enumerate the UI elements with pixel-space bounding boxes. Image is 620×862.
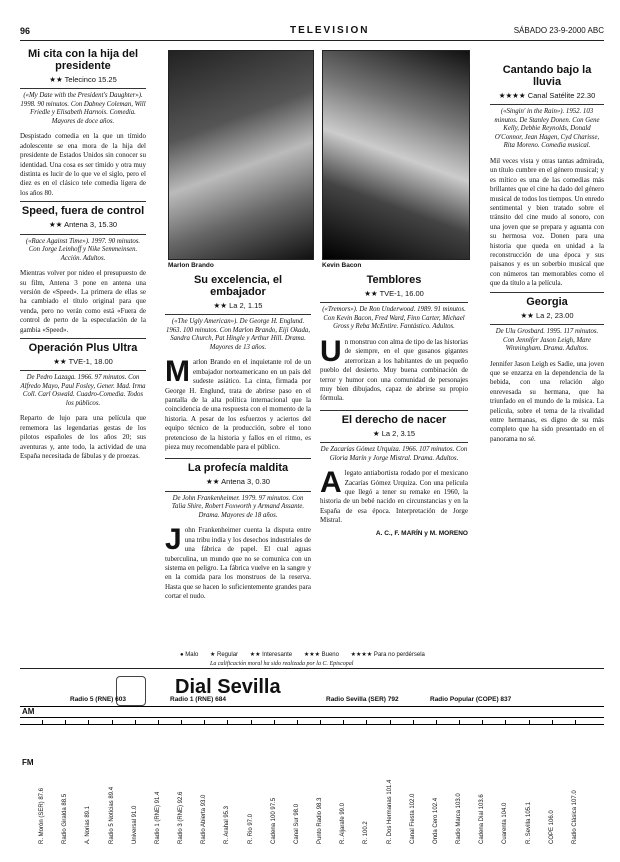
- fm-station: Radio Clásica 107.0: [571, 790, 578, 844]
- fm-tick: [390, 720, 391, 725]
- article-meta: ★★ La 2, 23.00: [520, 310, 574, 320]
- fm-station: R. Rio 97.0: [247, 813, 254, 844]
- article-meta: ★★ Antena 3, 0.30: [206, 477, 270, 487]
- fm-tick: [274, 720, 275, 725]
- fm-tick: [88, 720, 89, 725]
- article-body: Despistado comedia en la que un tímido adolescente se ena mora de la hija del presidente de Estados Unidos sin conocer su identidad. Una cosa es ser tímido y otra muy distinta es lucir de lo que ve el siglo, pero el diez es en el clásico tele comedia ligera de los años 80.: [20, 132, 146, 197]
- page-header: [0, 24, 620, 40]
- article-credits: («Race Against Time»). 1997. 90 minutos. Con Jorge Leinhoff y Nike Semmeinsen. Acción. Adultos.: [25, 237, 141, 262]
- fm-station: Cadena 100 97.5: [270, 797, 277, 844]
- issue-date: SÁBADO 23-9-2000 ABC: [513, 26, 604, 35]
- section-title: TELEVISION: [290, 25, 370, 36]
- article-title: Cantando bajo la lluvia: [502, 64, 592, 88]
- fm-tick: [135, 720, 136, 725]
- article-body: Mil veces vista y otras tantas admirada, un título cumbre en el género musical; y es mítico es una de las comedias más brillantes que el cine ha dado del género musical de todos los tiempos. Un enredo sentimental y bien tratado sobre el tránsito del cine mudo al sonoro, con una joven que se prepara y aguanta con su hermosa voz. Donen para una historia que queda en unidad a la reconstrucción de una época y sus paisanos y es un soberbio musical que con números tan memorables como el que da título a la película.: [490, 156, 604, 288]
- article-body: Mientras volver por nideo el presupuesto de su film, Antena 3 pone en antena una versión de «Speed». La primera de ellas se ha cambiado el título original para que venda, pero no verán como está «Fuera de control de perto de la especulación de la gambia «Speed».: [20, 269, 146, 334]
- fm-station: R. Sevilla 105.1: [525, 801, 532, 844]
- fm-tick: [227, 720, 228, 725]
- am-station: Radio Sevilla (SER) 792: [326, 696, 399, 703]
- fm-station: Radio Marca 103.0: [456, 793, 462, 844]
- fm-label: FM: [22, 758, 34, 767]
- article-title: Operación Plus Ultra: [28, 342, 138, 354]
- fm-tick: [65, 720, 66, 725]
- article-credits: («My Date with the President's Daughter»). 1998. 90 minutos. Con Dabney Coleman, Will Friedle y Elisabeth Harnois. Comedia. Mayores de doce años.: [20, 92, 146, 125]
- fm-tick: [181, 720, 182, 725]
- photo-caption: Marlon Brando: [168, 262, 214, 269]
- legend-item: ★★★ Bueno: [303, 652, 339, 658]
- fm-station: Cuarenta 104.0: [502, 802, 509, 844]
- fm-station: Radio 5 Noticias 89.4: [108, 786, 115, 844]
- fm-tick: [459, 720, 460, 725]
- am-band: [20, 706, 604, 718]
- fm-tick: [158, 720, 159, 725]
- article-credits: («Singin' in the Rain»). 1952. 103 minutos. De Stanley Donen. Con Gene Kelly, Debbie Reynolds, Donald O'Connor, Jean Hagen, Cyd Charisse, Rita Moreno. Comedia musical.: [494, 108, 600, 150]
- am-label: AM: [22, 707, 35, 716]
- fm-tick: [552, 720, 553, 725]
- fm-station: COPE 106.0: [548, 810, 555, 844]
- fm-station: Radio Abierta 93.0: [201, 794, 208, 844]
- article-title: Georgia: [526, 295, 568, 308]
- article-meta: ★★ Telecinco 15.25: [49, 75, 117, 84]
- article-meta: ★★ La 2, 1.15: [213, 301, 263, 310]
- article-meta: ★★★★ Canal Satélite 22.30: [498, 91, 596, 100]
- article-title: Speed, fuera de control: [21, 205, 145, 218]
- am-station: Radio 5 (RNE) 603: [70, 696, 126, 703]
- article-title: Temblores: [366, 274, 422, 286]
- fm-tick: [251, 720, 252, 725]
- article-credits: De Pedro Lazaga. 1966. 97 minutos. Con Alfredo Mayo, Paul Fosley, Gener. Mad. Irma Coll. Carl Oswald. Cuadro-Comedia. Todos los públicos.: [20, 374, 146, 407]
- page-number: 96: [20, 26, 31, 36]
- article-credits: («The Ugly American»). De George H. Englund. 1963. 100 minutos. Con Marlon Brando, Eiji Okada, Sandra Church, Pat Hingle y Arthur Hill. Drama. Mayores de 13 años.: [165, 318, 311, 351]
- article-title: Su excelencia, el embajador: [193, 274, 283, 298]
- fm-tick: [413, 720, 414, 725]
- fm-station: Canal Fiesta 102.0: [409, 793, 416, 844]
- am-station: Radio 1 (RNE) 684: [170, 696, 226, 703]
- fm-station: Radio 1 (RNE) 91.4: [154, 791, 161, 844]
- fm-station: R. 100.2: [363, 821, 370, 844]
- mid-left-column: [165, 274, 311, 646]
- kevin-bacon-photo: [322, 50, 470, 260]
- section-rule: [20, 668, 604, 669]
- mid-right-column: [320, 274, 468, 646]
- fm-station: Universal 91.0: [131, 805, 138, 844]
- fm-station: R. Aljarafe 99.0: [340, 802, 347, 844]
- fm-tick: [343, 720, 344, 725]
- rating-note: La calificación moral ha sido realizada por la C. Episcopal: [210, 661, 354, 667]
- fm-tick: [42, 720, 43, 725]
- drop-cap: M: [165, 355, 190, 389]
- article-title: La profecía maldita: [187, 462, 289, 475]
- fm-tick: [575, 720, 576, 725]
- author-signature: A. C., F. MARÍN y M. MORENO: [375, 529, 468, 537]
- article-credits: De Zacarías Gómez Urquiza. 1966. 107 minutos. Con Gloria Marín y Jorge Mistral. Drama. Adultos.: [320, 446, 468, 462]
- radio-dial-section: [20, 676, 604, 856]
- article-credits: De John Frankenheimer. 1979. 97 minutos. Con Talia Shire, Robert Foxworth y Armand Assante. Drama. Mayores de 18 años.: [171, 494, 305, 519]
- fm-band: [20, 720, 604, 725]
- article-body: arlon Brando en el inquietante rol de un embajador norteamericano en un país del sudeste asiático. La cinta, firmada por George H. Englund, trata de abrirse paso en el pantalla de la alta política internacional que la coincidencia de una respuesta con el momento de la historia. A pesar de los esfuerzos y aciertos del equipo técnico de la producción, sobre el tono pretencioso de la historia y fallos en el ritmo, es pieza muy recomendable para el público.: [165, 358, 311, 452]
- am-station: Radio Popular (COPE) 837: [430, 696, 512, 703]
- fm-station: Onda Cero 102.4: [432, 797, 439, 844]
- fm-tick: [436, 720, 437, 725]
- fm-station: Radio 3 (RNE) 92.6: [178, 791, 184, 844]
- article-meta: ★★ TVE-1, 18.00: [53, 357, 113, 366]
- fm-tick: [112, 720, 113, 725]
- article-title: El derecho de nacer: [341, 413, 447, 426]
- article-body: Jennifer Jason Leigh es Sadie, una joven que se enzarza en la dependencia de la bebida, con una relación algo enrevesada su hermana, que ha triunfado en el mundo de la música. La película, sobre el tema de la rivalidad entre hermanas, es digno de su más completo que ha sido presentado en el panorama no sé.: [490, 359, 604, 443]
- fm-station: R. Arahal 95.3: [224, 805, 231, 844]
- legend-item: ● Malo: [180, 652, 199, 658]
- article-meta: ★ La 2, 3.15: [372, 428, 416, 438]
- fm-station: Punto Radio 98.3: [317, 797, 323, 844]
- right-column: [490, 64, 604, 646]
- radio-dial-title: Dial Sevilla: [175, 676, 281, 698]
- legend-item: ★★★★ Para no perdérsela: [350, 652, 425, 658]
- article-body: n monstruo con alma de tipo de las historias de siempre, en el que gusanos gigantes aterrorizan a los habitantes de un pequeño pueblo del desierto. Muy buena combinación de terror y humor con una comunidad de personajes muy bien dibujados, capaz de abrirse su propio fórmula.: [320, 337, 468, 403]
- photo-caption: Kevin Bacon: [322, 262, 362, 269]
- rating-legend: [180, 651, 440, 658]
- legend-item: ★ Regular: [209, 652, 239, 658]
- article-body: legato antiabortista rodado por el mexicano Zacarías Gómez Urquiza. Con una película que llegó a tener su remake en 1960, la historia de un bebé nacido en circunstancias y en la España de esa época. Interpretación de Jorge Mistral.: [320, 469, 468, 525]
- fm-tick: [505, 720, 506, 725]
- fm-station: Canal Sur 98.0: [293, 803, 300, 844]
- fm-station: Radio Giralda 88.5: [62, 793, 69, 844]
- article-meta: ★★ Antena 3, 15.30: [48, 220, 118, 230]
- fm-tick: [529, 720, 530, 725]
- fm-station: R. Morón (SER) 87.6: [39, 787, 45, 844]
- fm-station: R. Dos Hermanas 101.4: [386, 779, 393, 844]
- article-credits: De Ulu Grosbard. 1995. 117 minutos. Con Jennifer Jason Leigh, Mare Winningham. Drama. Adultos.: [495, 328, 599, 352]
- fm-tick: [366, 720, 367, 725]
- article-title: Mi cita con la hija del presidente: [27, 48, 139, 72]
- left-column: [20, 48, 146, 646]
- fm-tick: [482, 720, 483, 725]
- article-body: Reparto de lujo para una película que rememora las legendarias gestas de los pilotos españoles de los años 20; sus aventuras y, ante todo, la actividad de una España necesitada de fábulas y de proezas.: [20, 414, 146, 461]
- article-body: ohn Frankenheimer cuenta la disputa entre una tribu india y los desechos industriales de una fábrica de papel. El cual aguas tuberculina, un mundo que no se comunica con un sistema en peligro. La fábrica vuelve en la sangre y en la comida para los monstruos de la reserva. Hasta que se hacen lo suficientemente grandes para cortar el nudo.: [165, 526, 311, 601]
- fm-station: A. Norias 89.1: [85, 805, 92, 844]
- article-meta: ★★ TVE-1, 16.00: [364, 289, 424, 298]
- drop-cap: U: [320, 334, 342, 368]
- fm-tick: [297, 720, 298, 725]
- drop-cap: J: [165, 523, 182, 557]
- legend-item: ★★ Interesante: [249, 652, 293, 658]
- fm-station: Cadena Dial 103.6: [479, 794, 486, 844]
- fm-tick: [204, 720, 205, 725]
- fm-tick: [320, 720, 321, 725]
- drop-cap: A: [320, 466, 342, 500]
- article-credits: («Tremors»). De Ron Underwood. 1989. 91 minutos. Con Kevin Bacon, Fred Ward, Finn Carter, Michael Gross y Reba McEntire. Fantástico. Adultos.: [322, 306, 466, 331]
- header-rule: [20, 40, 604, 41]
- marlon-brando-photo: [168, 50, 314, 260]
